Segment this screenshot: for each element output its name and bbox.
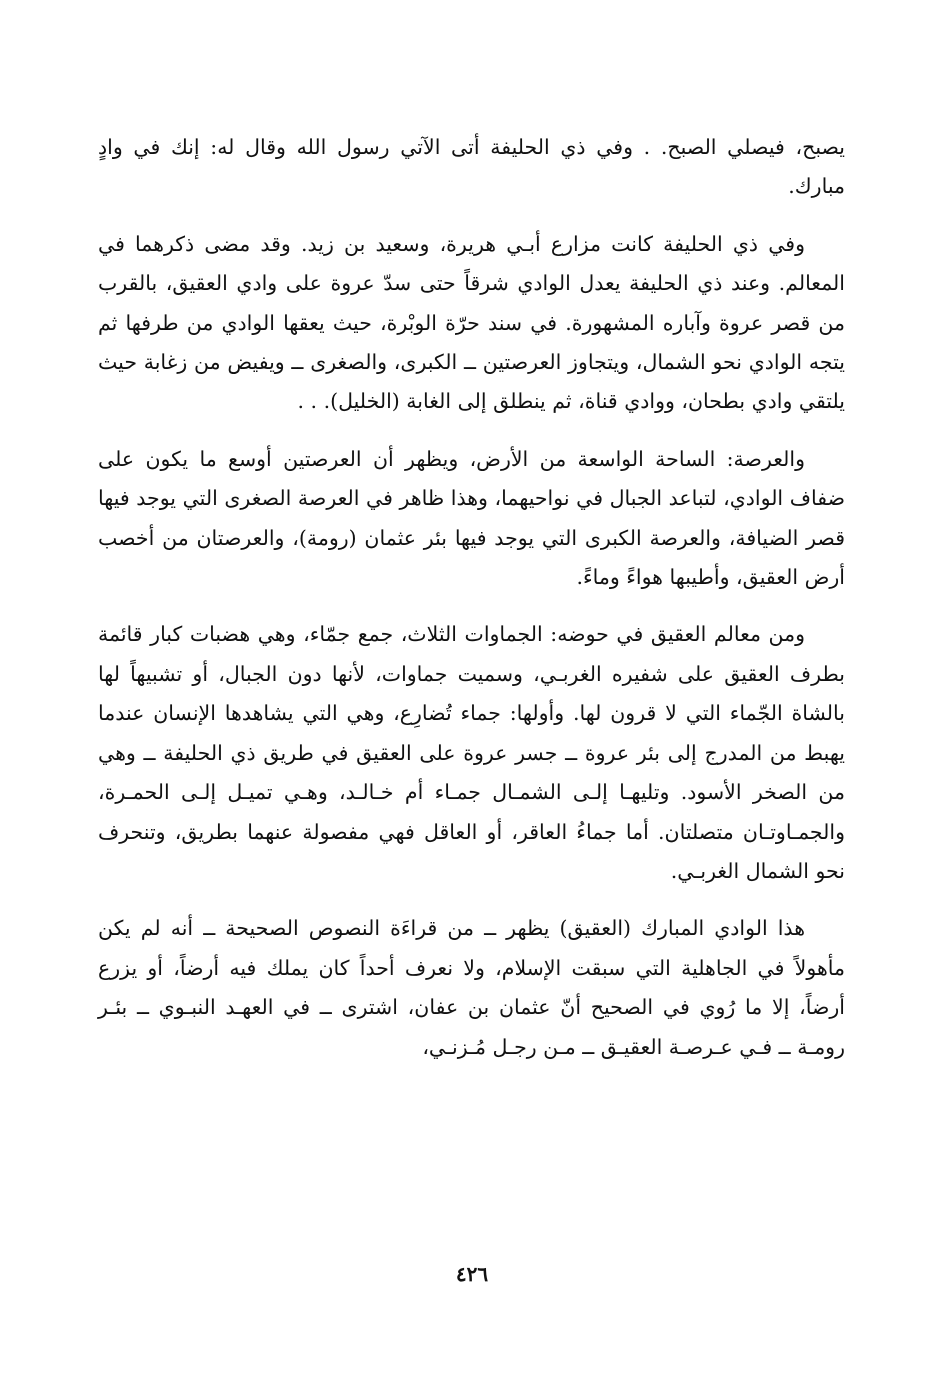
paragraph-5: هذا الوادي المبارك (العقيق) يظهر ــ من قراءَة النصوص الصحيحة ــ أنه لم يكن مأهولاً في الجاهلية التي سبقت الإسلام، ولا نعرف أحداً كان يملك فيه أرضاً، أو يزرع أرضاً، إلا ما رُوي في الصحيح أنّ عثمان بن عفان، اشترى ــ في العهـد النبـوي ــ بئـر رومـة ــ فـي عـرصـة العقيـق ــ مـن رجـل مُـزنـي، [98, 916, 845, 1059]
paragraph-1: يصبح، فيصلي الصبح. . وفي ذي الحليفة أتى الآتي رسول الله وقال له: إنك في وادٍ مبارك. [98, 135, 845, 199]
page-number: ٤٢٦ [455, 1262, 489, 1286]
paragraph-4: ومن معالم العقيق في حوضه: الجماوات الثلاث، جمع جمّاء، وهي هضبات كبار قائمة بطرف العقيق على شفيره الغربـي، وسميت جماوات، لأنها دون الجبال، أو تشبيهاً لها بالشاة الجّماء التي لا قرون لها. وأولها: جماء تُضارِع، وهي التي يشاهدها الإنسان عندما يهبط من المدرج إلى بئر عروة ــ جسر عروة على العقيق في طريق ذي الحليفة ــ وهي من الصخر الأسود. وتليهـا إلـى الشمـال جمـاء أم خـالـد، وهـي تميـل إلـى الحمـرة، والجمـاوتـان متصلتان. أما جماءُ العاقر، أو العاقل فهي مفصولة عنهما بطريق، وتنحرف نحو الشمال الغربـي. [98, 622, 845, 883]
paragraph-2: وفي ذي الحليفة كانت مزارع أبـي هريرة، وسعيد بن زيد. وقد مضى ذكرهما في المعالم. وعند ذي الحليفة يعدل الوادي شرقاً حتى سدّ عروة على وادي العقيق، بالقرب من قصر عروة وآباره المشهورة. في سند حرّة الوبْرة، حيث يعقها الوادي من طرفها ثم يتجه الوادي نحو الشمال، ويتجاوز العرصتين ــ الكبرى، والصغرى ــ ويفيض من زغابة حيث يلتقي وادي بطحان، ووادي قناة، ثم ينطلق إلى الغابة (الخليل). . . [98, 231, 845, 414]
page-text-body [98, 128, 845, 1085]
paragraph-3: والعرصة: الساحة الواسعة من الأرض، ويظهر أن العرصتين أوسع ما يكون على ضفاف الوادي، لتباعد الجبال في نواحيهما، وهذا ظاهر في العرصة الصغرى التي يوجد فيها قصر الضيافة، والعرصة الكبرى التي يوجد فيها بئر عثمان (رومة)، والعرصتان من أخصب أرض العقيق، وأطيبها هواءً وماءً. [98, 446, 845, 590]
